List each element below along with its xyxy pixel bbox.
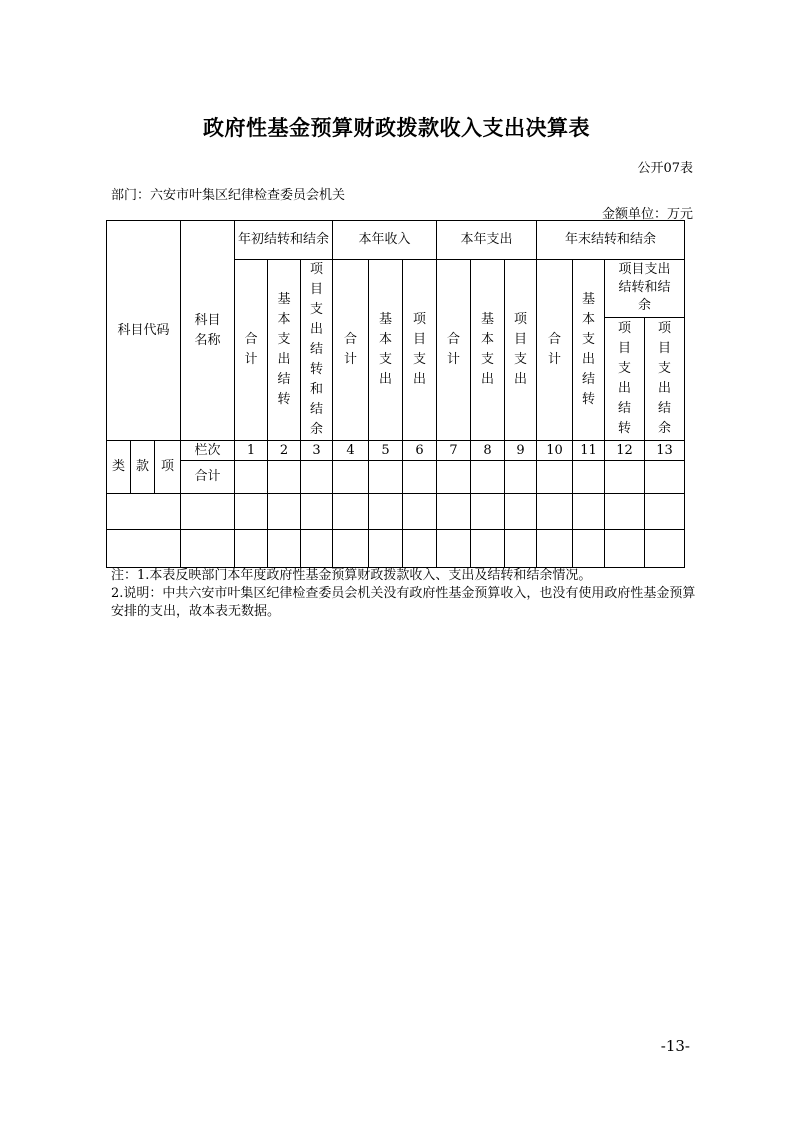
table-cell <box>301 494 333 530</box>
table-cell <box>471 530 505 568</box>
form-code: 公开07表 <box>637 161 693 176</box>
table-cell <box>369 530 403 568</box>
table-cell <box>505 530 537 568</box>
column-number: 9 <box>505 441 537 461</box>
table-cell <box>107 494 181 530</box>
table-cell <box>505 461 537 494</box>
table-cell <box>301 530 333 568</box>
table-cell <box>573 494 605 530</box>
expense-project-header: 项目支出 <box>505 260 537 441</box>
table-cell <box>471 494 505 530</box>
table-cell <box>437 461 471 494</box>
kuan-header: 款 <box>131 441 155 494</box>
table-row <box>107 530 685 568</box>
table-cell <box>333 461 369 494</box>
table-cell <box>403 530 437 568</box>
column-number: 12 <box>605 441 645 461</box>
page-title: 政府性基金预算财政拨款收入支出决算表 <box>203 116 590 140</box>
table-cell <box>268 461 301 494</box>
expense-basic-header: 基本支出 <box>471 260 505 441</box>
table-cell <box>235 530 268 568</box>
table-cell <box>573 461 605 494</box>
table-cell <box>573 530 605 568</box>
subject-name-header: 科目名称 <box>181 221 235 441</box>
table-cell <box>437 494 471 530</box>
column-index-label: 栏次 <box>181 441 235 461</box>
column-number: 4 <box>333 441 369 461</box>
fund-table <box>106 220 685 568</box>
table-cell <box>268 530 301 568</box>
table-cell <box>537 494 573 530</box>
income-total-header: 合计 <box>333 260 369 441</box>
note-line: 2.说明：中共六安市叶集区纪律检查委员会机关没有政府性基金预算收入，也没有使用政府性基金预算安排的支出，故本表无数据。 <box>111 586 696 619</box>
table-cell <box>369 494 403 530</box>
closing-balance-header: 年末结转和结余 <box>537 221 685 260</box>
table-cell <box>437 530 471 568</box>
column-number: 10 <box>537 441 573 461</box>
table-cell <box>645 530 685 568</box>
opening-total-header: 合计 <box>235 260 268 441</box>
table-cell <box>605 494 645 530</box>
table-cell <box>181 494 235 530</box>
income-header: 本年收入 <box>333 221 437 260</box>
column-number: 8 <box>471 441 505 461</box>
column-number: 13 <box>645 441 685 461</box>
column-number: 5 <box>369 441 403 461</box>
table-cell <box>403 494 437 530</box>
table-cell <box>235 461 268 494</box>
table-cell <box>403 461 437 494</box>
closing-project-balance-header: 项目支出结余 <box>645 317 685 440</box>
column-number: 7 <box>437 441 471 461</box>
table-cell <box>235 494 268 530</box>
expense-header: 本年支出 <box>437 221 537 260</box>
closing-total-header: 合计 <box>537 260 573 441</box>
lei-header: 类 <box>107 441 131 494</box>
table-cell <box>333 494 369 530</box>
closing-project-group-header: 项目支出结转和结余 <box>605 260 685 318</box>
table-cell <box>333 530 369 568</box>
note-line: 注：1.本表反映部门本年度政府性基金预算财政拨款收入、支出及结转和结余情况。 <box>111 568 592 583</box>
column-number: 6 <box>403 441 437 461</box>
expense-total-header: 合计 <box>437 260 471 441</box>
income-project-header: 项目支出 <box>403 260 437 441</box>
table-cell <box>268 494 301 530</box>
closing-basic-carry-header: 基本支出结转 <box>573 260 605 441</box>
table-cell <box>605 461 645 494</box>
table-cell <box>537 530 573 568</box>
table-row <box>107 494 685 530</box>
page-number: -13- <box>660 1037 690 1055</box>
column-number: 11 <box>573 441 605 461</box>
table-cell <box>645 494 685 530</box>
opening-basic-carry-header: 基本支出结转 <box>268 260 301 441</box>
department-label: 部门：六安市叶集区纪律检查委员会机关 <box>111 188 346 203</box>
closing-project-carry-header: 项目支出结转 <box>605 317 645 440</box>
table-cell <box>505 494 537 530</box>
column-number: 2 <box>268 441 301 461</box>
subject-code-header: 科目代码 <box>107 221 181 441</box>
total-row <box>107 461 685 494</box>
table-cell <box>471 461 505 494</box>
income-basic-header: 基本支出 <box>369 260 403 441</box>
table-cell <box>369 461 403 494</box>
table-cell <box>181 530 235 568</box>
table-cell <box>107 530 181 568</box>
opening-project-carry-header: 项目支出结转和结余 <box>301 260 333 441</box>
table-notes <box>111 567 701 621</box>
opening-balance-header: 年初结转和结余 <box>235 221 333 260</box>
table-cell <box>645 461 685 494</box>
xiang-header: 项 <box>155 441 181 494</box>
column-number: 1 <box>235 441 268 461</box>
table-cell <box>605 530 645 568</box>
total-row-label: 合计 <box>181 461 235 494</box>
column-number: 3 <box>301 441 333 461</box>
table-cell <box>537 461 573 494</box>
table-cell <box>301 461 333 494</box>
unit-label: 金额单位：万元 <box>601 207 693 222</box>
